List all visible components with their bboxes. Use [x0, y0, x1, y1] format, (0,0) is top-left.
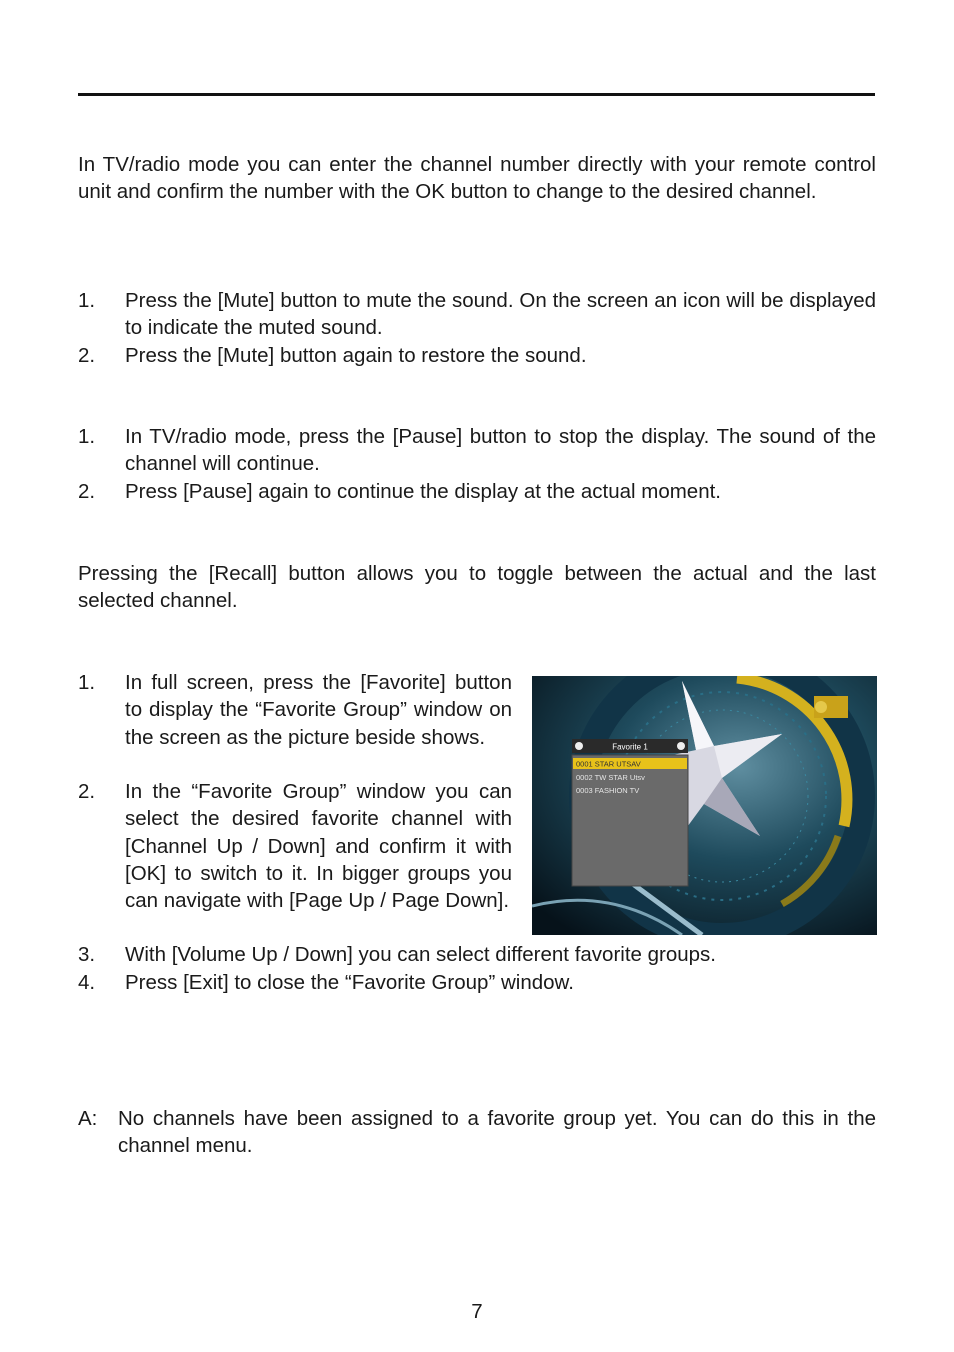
list-text: Press the [Mute] button again to restore the sound. [125, 344, 587, 367]
page-number: 7 [471, 1300, 483, 1323]
list-number: 2. [78, 780, 96, 803]
screenshot-art [532, 676, 877, 935]
list-text: In the “Favorite Group” window you can select the desired favorite channel with [Channel Up / Down] and confirm it with [OK] to switch to it. In bigger groups you can navigate with [Page Up / Page Down]. [125, 780, 512, 913]
list-number: 4. [78, 971, 96, 994]
list-number: 2. [78, 344, 96, 367]
recall-paragraph: Pressing the [Recall] button allows you to toggle between the actual and the last selected channel. [78, 562, 876, 613]
list-text: In TV/radio mode, press the [Pause] button to stop the display. The sound of the channel will continue. [125, 425, 876, 476]
list-text: Press [Pause] again to continue the display at the actual moment. [125, 480, 721, 503]
channel-row: 0002 TW STAR Utsv [576, 773, 645, 782]
answer-text: No channels have been assigned to a favorite group yet. You can do this in the channel menu. [118, 1107, 876, 1158]
list-number: 3. [78, 943, 96, 966]
answer-label: A: [78, 1107, 98, 1130]
channel-row: 0001 STAR UTSAV [576, 759, 641, 769]
list-text: In full screen, press the [Favorite] button to display the “Favorite Group” window on the screen as the picture beside shows. [125, 671, 512, 749]
list-text: Press the [Mute] button to mute the sound. On the screen an icon will be displayed to indicate the muted sound. [125, 289, 876, 340]
favorite-group-window [572, 739, 688, 886]
channel-row: 0003 FASHION TV [576, 786, 640, 795]
intro-paragraph: In TV/radio mode you can enter the channel number directly with your remote control unit and confirm the number with the OK button to change to the desired channel. [78, 153, 876, 204]
chevron-right-icon [677, 742, 685, 750]
header-rule [78, 93, 875, 96]
list-number: 1. [78, 289, 96, 312]
list-number: 2. [78, 480, 96, 503]
window-title: Favorite 1 [612, 742, 648, 752]
list-number: 1. [78, 671, 96, 694]
list-text: Press [Exit] to close the “Favorite Group” window. [125, 971, 574, 994]
list-number: 1. [78, 425, 96, 448]
chevron-left-icon [575, 742, 583, 750]
favorite-group-screenshot [532, 676, 877, 935]
list-text: With [Volume Up / Down] you can select different favorite groups. [125, 943, 716, 966]
